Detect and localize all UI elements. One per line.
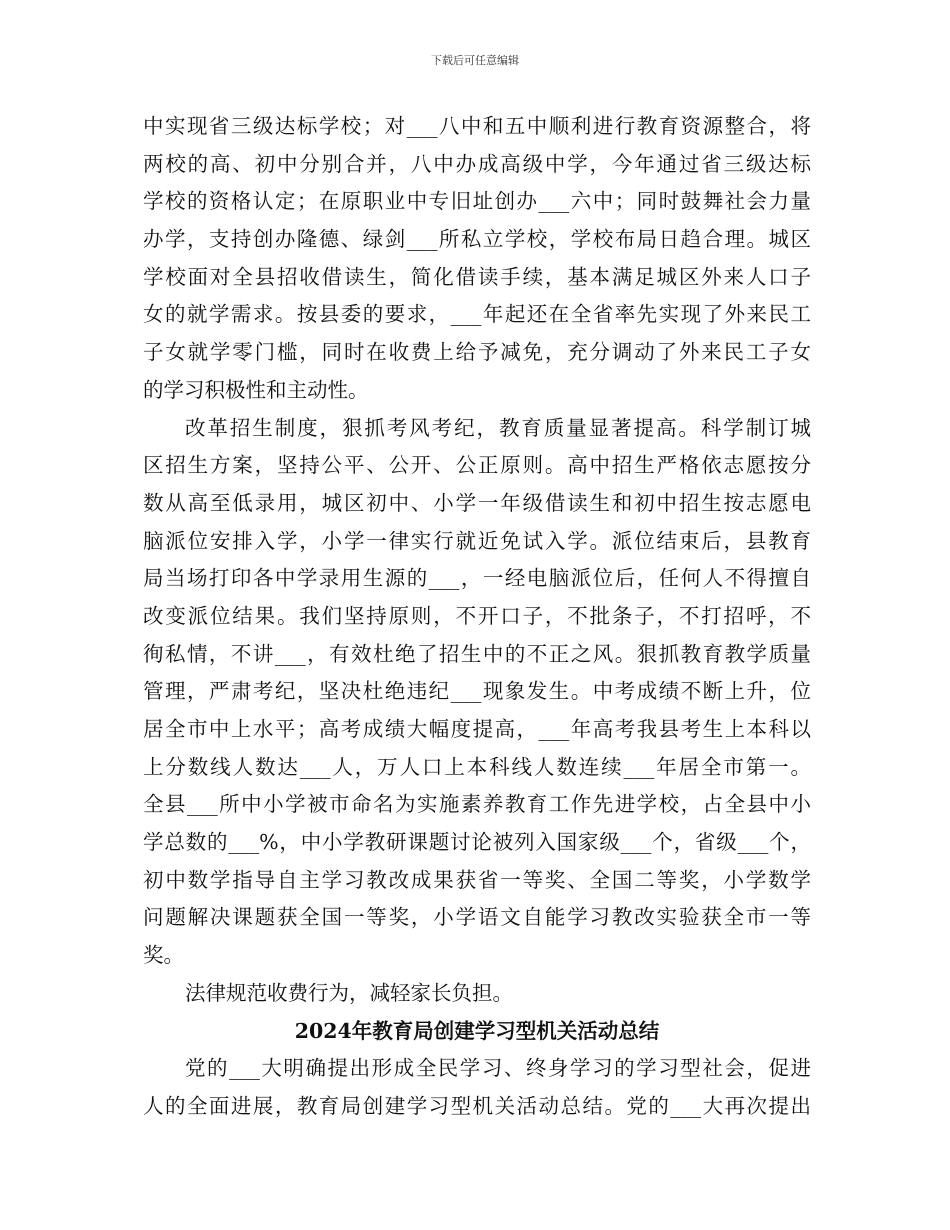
- text-line: 全县___所中小学被市命名为实施素养教育工作先进学校，占全县中小: [143, 792, 811, 817]
- text-line: 人的全面进展，教育局创建学习型机关活动总结。党的___大再次提出: [143, 1093, 811, 1118]
- section-title: 2024年教育局创建学习型机关活动总结: [294, 1018, 660, 1043]
- paragraph-3: [143, 975, 811, 1013]
- text-line: 管理，严肃考纪，坚决杜绝违纪___现象发生。中考成绩不断上升，位: [143, 679, 811, 704]
- page-header: 下载后可任意编辑: [431, 54, 519, 67]
- text-line: 问题解决课题获全国一等奖，小学语文自能学习教改实验获全市一等: [143, 905, 811, 930]
- text-line: 区招生方案，坚持公平、公开、公正原则。高中招生严格依志愿按分: [143, 453, 811, 478]
- text-line: 学校的资格认定；在原职业中专旧址创办___六中；同时鼓舞社会力量: [143, 189, 811, 214]
- text-line: 子女就学零门槛，同时在收费上给予减免，充分调动了外来民工子女: [143, 340, 811, 365]
- text-line: 学校面对全县招收借读生，简化借读手续，基本满足城区外来人口子: [143, 264, 811, 289]
- text-line: 徇私情，不讲___，有效杜绝了招生中的不正之风。狠抓教育教学质量: [143, 641, 811, 666]
- paragraph-2: [143, 410, 811, 975]
- paragraph-4: [143, 1050, 811, 1125]
- text-line: 改变派位结果。我们坚持原则，不开口子，不批条子，不打招呼，不: [143, 603, 811, 628]
- text-line: 上分数线人数达___人，万人口上本科线人数连续___年居全市第一。: [143, 754, 811, 779]
- text-line: 奖。: [143, 943, 184, 968]
- text-line: 两校的高、初中分别合并，八中办成高级中学，今年通过省三级达标: [143, 151, 811, 176]
- text-line: 改革招生制度，狠抓考风考纪，教育质量显著提高。科学制订城: [185, 415, 811, 440]
- text-line: 初中数学指导自主学习教改成果获省一等奖、全国二等奖，小学数学: [143, 867, 811, 892]
- text-line: 学总数的___%，中小学教研课题讨论被列入国家级___个，省级___个，: [143, 830, 811, 855]
- text-line: 数从高至低录用，城区初中、小学一年级借读生和初中招生按志愿电: [143, 490, 811, 515]
- text-line: 女的就学需求。按县委的要求，___年起还在全省率先实现了外来民工: [143, 302, 811, 327]
- text-line: 居全市中上水平；高考成绩大幅度提高，___年高考我县考生上本科以: [143, 717, 811, 741]
- text-line: 党的___大明确提出形成全民学习、终身学习的学习型社会，促进: [185, 1056, 811, 1081]
- paragraph-1: [143, 108, 811, 410]
- text-line: 办学，支持创办隆德、绿剑___所私立学校，学校布局日趋合理。城区: [143, 227, 811, 252]
- text-line: 局当场打印各中学录用生源的___，一经电脑派位后，任何人不得擅自: [143, 566, 811, 591]
- document-body: [143, 108, 811, 1126]
- text-line: 的学习积极性和主动性。: [143, 377, 369, 402]
- text-line: 脑派位安排入学，小学一律实行就近免试入学。派位结束后，县教育: [143, 528, 811, 553]
- text-line: 法律规范收费行为，减轻家长负担。: [185, 980, 513, 1005]
- text-line: 中实现省三级达标学校；对___八中和五中顺利进行教育资源整合，将: [143, 114, 811, 138]
